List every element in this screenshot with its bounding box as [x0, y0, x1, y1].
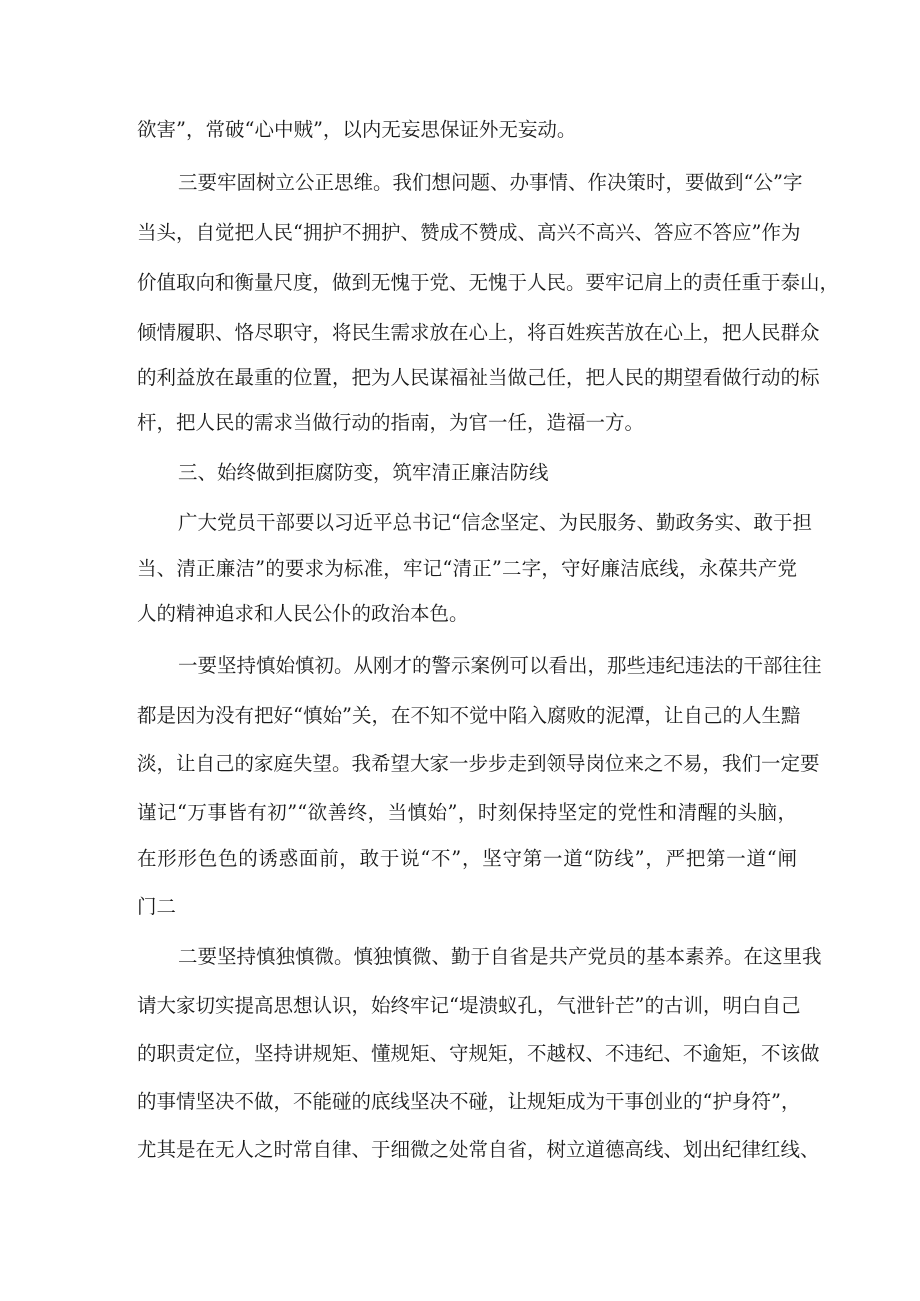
text-line-16: 在形形色色的诱惑面前，敢于说“不”，坚守第一道“防线”，严把第一道“闸 — [137, 847, 797, 870]
text-line-10: 当、清正廉洁”的要求为标准，牢记“清正”二字，守好廉洁底线，永葆共产党 — [137, 557, 797, 580]
text-line-6: 的利益放在最重的位置，把为人民谋福祉当做己任，把人民的期望看做行动的标 — [137, 366, 820, 389]
text-line-18: 二要坚持慎独慎微。慎独慎微、勤于自省是共产党员的基本素养。在这里我 — [178, 945, 822, 968]
text-line-17: 门二 — [137, 895, 177, 918]
text-line-4: 价值取向和衡量尺度，做到无愧于党、无愧于人民。要牢记肩上的责任重于泰山， — [137, 271, 840, 294]
text-line-9: 广大党员干部要以习近平总书记“信念坚定、为民服务、勤政务实、敢于担 — [178, 511, 812, 534]
text-line-22: 尤其是在无人之时常自律、于细微之处常自省，树立道德高线、划出纪律红线、 — [137, 1138, 820, 1161]
text-line-12: 一要坚持慎始慎初。从刚才的警示案例可以看出，那些违纪违法的干部往往 — [178, 654, 822, 677]
text-line-21: 的事情坚决不做，不能碰的底线坚决不碰，让规矩成为干事创业的“护身符”， — [137, 1090, 801, 1113]
text-line-5: 倾情履职、恪尽职守，将民生需求放在心上，将百姓疾苦放在心上，把人民群众 — [137, 321, 820, 344]
text-line-3: 当头，自觉把人民“拥护不拥护、赞成不赞成、高兴不高兴、答应不答应”作为 — [137, 221, 801, 244]
section-heading: 三、始终做到拒腐防变，筑牢清正廉洁防线 — [178, 461, 549, 484]
text-line-15: 谨记“万事皆有初”“欲善终，当慎始”，时刻保持坚定的党性和清醒的头脑， — [137, 801, 797, 824]
text-line-19: 请大家切实提高思想认识，始终牢记“堤溃蚁孔，气泄针芒”的古训，明白自己 — [137, 994, 801, 1017]
text-line-7: 杆，把人民的需求当做行动的指南，为官一任，造福一方。 — [137, 411, 645, 434]
text-line-1: 欲害”，常破“心中贼”，以内无妄思保证外无妄动。 — [137, 118, 577, 141]
text-line-13: 都是因为没有把好“慎始”关，在不知不觉中陷入腐败的泥潭，让自己的人生黯 — [137, 704, 801, 727]
text-line-11: 人的精神追求和人民公仆的政治本色。 — [137, 602, 469, 625]
text-line-14: 淡，让自己的家庭失望。我希望大家一步步走到领导岗位来之不易，我们一定要 — [137, 752, 820, 775]
text-line-2: 三要牢固树立公正思维。我们想问题、办事情、作决策时，要做到“公”字 — [178, 171, 803, 194]
text-line-20: 的职责定位，坚持讲规矩、懂规矩、守规矩，不越权、不违纪、不逾矩，不该做 — [137, 1042, 820, 1065]
